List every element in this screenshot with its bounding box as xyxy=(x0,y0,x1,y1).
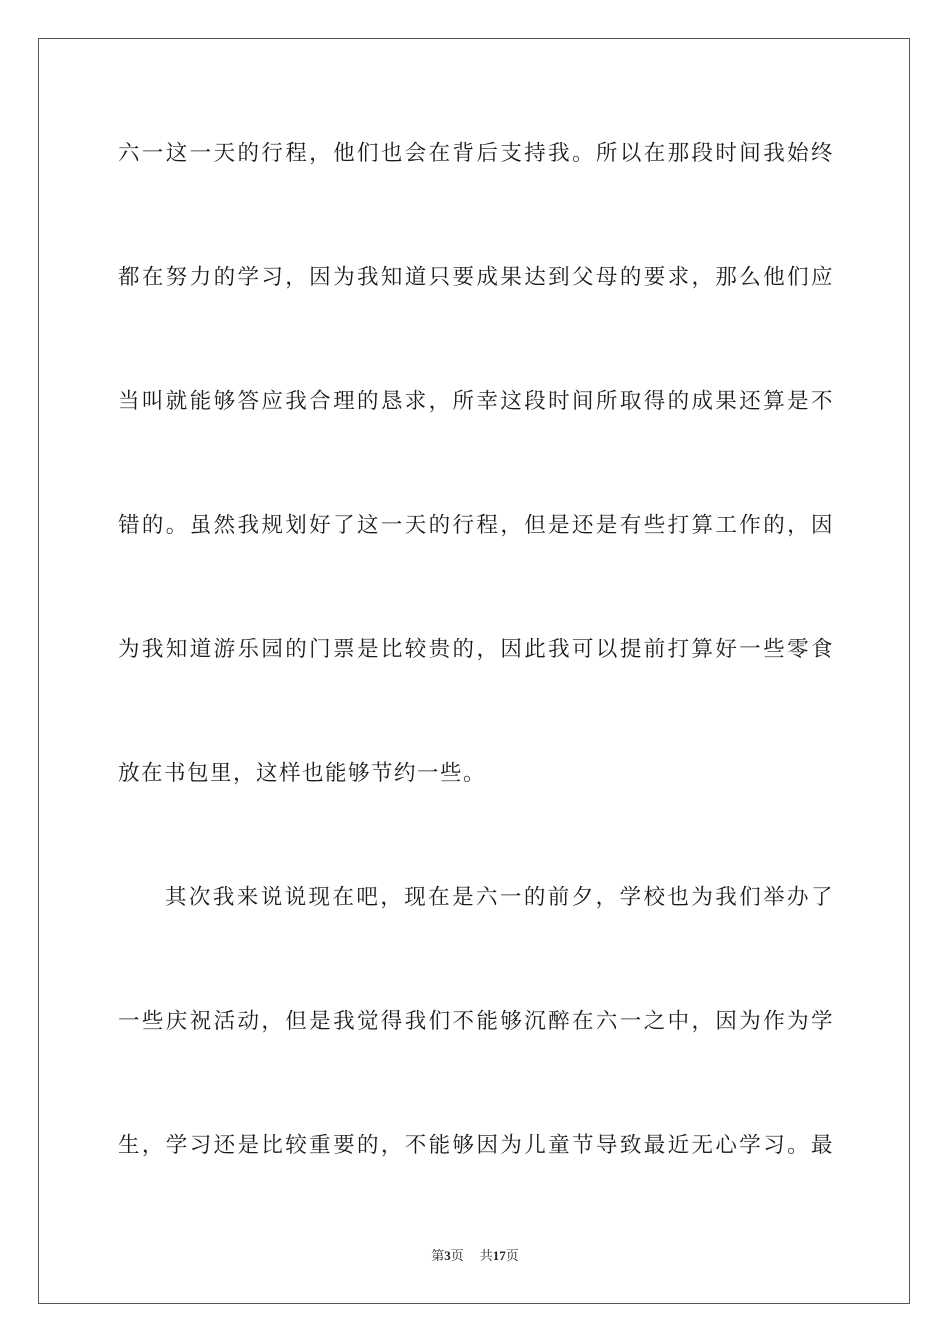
total-suffix: 页 xyxy=(505,1248,519,1263)
text-line-5: 为我知道游乐园的门票是比较贵的，因此我可以提前打算好一些零食 xyxy=(118,637,834,662)
document-body xyxy=(118,120,834,1236)
page-prefix: 第 xyxy=(431,1248,445,1263)
page-number: 3 xyxy=(444,1248,451,1263)
text-line-9: 生，学习还是比较重要的，不能够因为儿童节导致最近无心学习。最 xyxy=(118,1133,834,1158)
text-line-2: 都在努力的学习，因为我知道只要成果达到父母的要求，那么他们应 xyxy=(118,265,834,290)
text-line-8: 一些庆祝活动，但是我觉得我们不能够沉醉在六一之中，因为作为学 xyxy=(118,1009,834,1034)
text-line-7: 其次我来说说现在吧，现在是六一的前夕，学校也为我们举办了 xyxy=(165,885,834,910)
total-prefix: 共 xyxy=(479,1248,493,1263)
total-pages: 17 xyxy=(492,1248,506,1263)
text-line-6: 放在书包里，这样也能够节约一些。 xyxy=(118,761,487,786)
text-line-4: 错的。虽然我规划好了这一天的行程，但是还是有些打算工作的，因 xyxy=(118,513,834,538)
text-line-3: 当叫就能够答应我合理的恳求，所幸这段时间所取得的成果还算是不 xyxy=(118,389,834,414)
page-suffix: 页 xyxy=(450,1248,464,1263)
page-footer xyxy=(0,1245,950,1264)
text-line-1: 六一这一天的行程，他们也会在背后支持我。所以在那段时间我始终 xyxy=(118,141,834,166)
